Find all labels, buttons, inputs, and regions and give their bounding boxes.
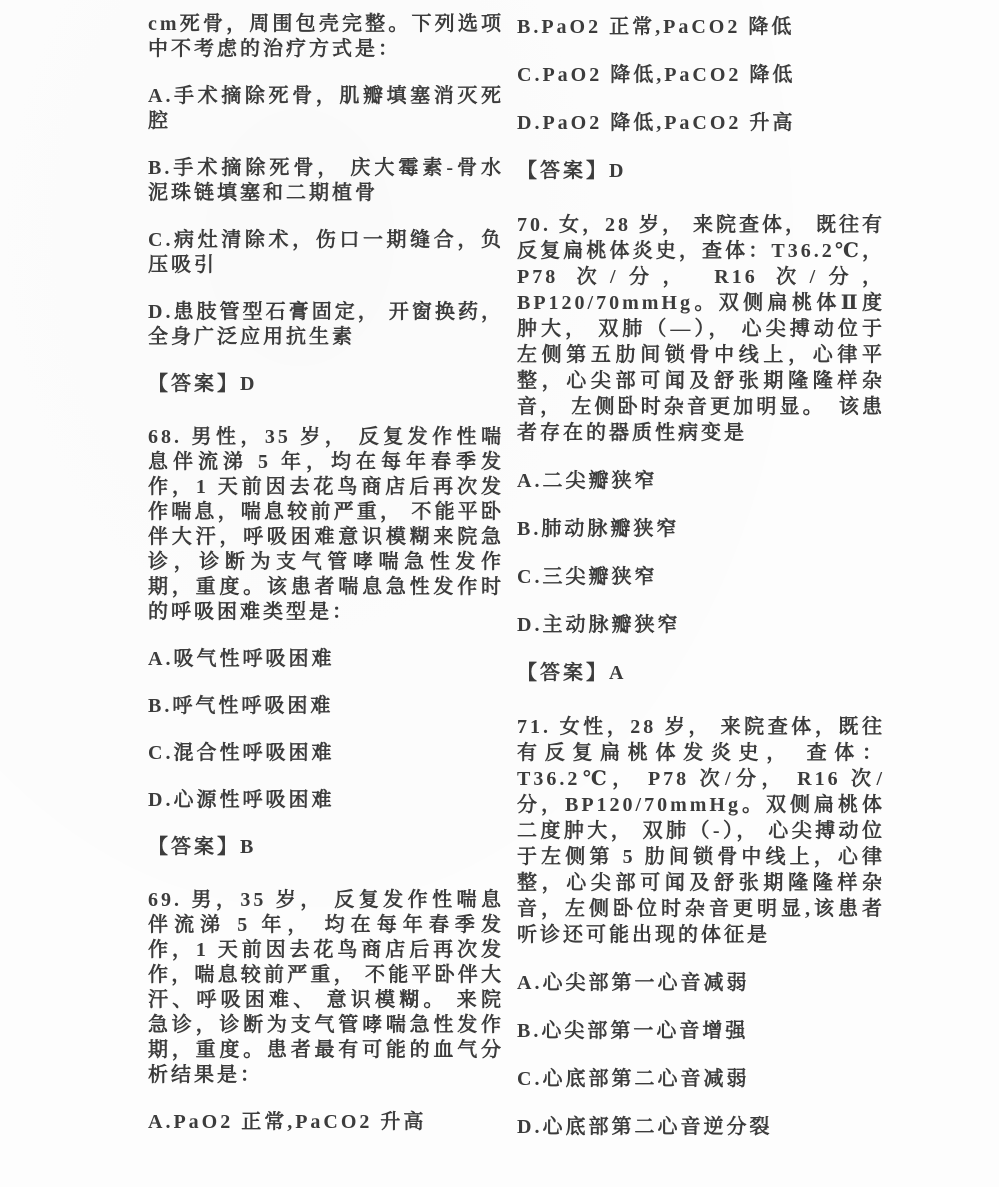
option-b: B.心尖部第一心音增强 xyxy=(517,1020,749,1042)
option-c: C.病灶清除术，伤口一期缝合，负压吸引 xyxy=(148,229,504,276)
option-b: B.肺动脉瓣狭窄 xyxy=(517,518,680,540)
question-stem-continued: cm死骨，周围包壳完整。下列选项中不考虑的治疗方式是： xyxy=(148,13,504,60)
question-stem-68: 68. 男性，35 岁， 反复发作性喘息伴流涕 5 年，均在每年春季发作，1 天前因去花鸟商店后再次发作喘息，喘息较前严重， 不能平卧伴大汗，呼吸困难意识模糊来院急诊，诊断为支气管哮喘急性发作期，重度。该患者喘息急性发作时的呼吸困难类型是： xyxy=(148,426,504,623)
option-a: A.心尖部第一心音减弱 xyxy=(517,972,750,994)
option-c: C.混合性呼吸困难 xyxy=(148,742,335,764)
option-b: B.PaO2 正常,PaCO2 降低 xyxy=(517,16,795,38)
option-d: D.患肢管型石膏固定， 开窗换药，全身广泛应用抗生素 xyxy=(148,301,504,348)
option-d: D.心底部第二心音逆分裂 xyxy=(517,1116,773,1138)
text-column-left xyxy=(148,12,504,1135)
answer-line: 【答案】D xyxy=(148,373,258,395)
answer-line: 【答案】B xyxy=(148,836,257,858)
text-column-right xyxy=(517,14,885,1140)
option-c: C.PaO2 降低,PaCO2 降低 xyxy=(517,64,796,86)
question-stem-71: 71. 女性，28 岁， 来院查体，既往有反复扁桃体发炎史， 查体：T36.2℃， P78 次/分， R16 次/分，BP120/70mmHg。双侧扁桃体二度肿大， 双肺（-）， 心尖搏动位于左侧第 5 肋间锁骨中线上，心律整，心尖部可闻及舒张期隆隆样杂音，左侧卧位时杂音更明显,该患者听诊还可能出现的体征是 xyxy=(517,716,885,946)
option-a: A.吸气性呼吸困难 xyxy=(148,648,335,670)
option-a: A.手术摘除死骨，肌瓣填塞消灭死腔 xyxy=(148,85,504,132)
question-stem-70: 70. 女，28 岁， 来院查体， 既往有反复扁桃体炎史，查体：T36.2℃，P78 次/分， R16 次/分，BP120/70mmHg。双侧扁桃体Ⅱ度肿大， 双肺（—）， 心尖搏动位于左侧第五肋间锁骨中线上，心律平整，心尖部可闻及舒张期隆隆样杂音， 左侧卧时杂音更加明显。 该患者存在的器质性病变是 xyxy=(517,214,885,444)
option-d: D.主动脉瓣狭窄 xyxy=(517,614,681,636)
answer-line: 【答案】D xyxy=(517,160,627,182)
option-a: A.二尖瓣狭窄 xyxy=(517,470,658,492)
option-d: D.心源性呼吸困难 xyxy=(148,789,335,811)
option-c: C.心底部第二心音减弱 xyxy=(517,1068,750,1090)
option-b: B.呼气性呼吸困难 xyxy=(148,695,334,717)
option-d: D.PaO2 降低,PaCO2 升高 xyxy=(517,112,796,134)
question-stem-69: 69. 男，35 岁， 反复发作性喘息伴流涕 5 年， 均在每年春季发作，1 天前因去花鸟商店后再次发作，喘息较前严重， 不能平卧伴大汗、呼吸困难、 意识模糊。 来院急诊，诊断为支气管哮喘急性发作期，重度。患者最有可能的血气分析结果是： xyxy=(148,889,504,1086)
option-b: B.手术摘除死骨， 庆大霉素-骨水泥珠链填塞和二期植骨 xyxy=(148,157,504,204)
option-a: A.PaO2 正常,PaCO2 升高 xyxy=(148,1111,427,1133)
option-c: C.三尖瓣狭窄 xyxy=(517,566,658,588)
answer-line: 【答案】A xyxy=(517,662,627,684)
